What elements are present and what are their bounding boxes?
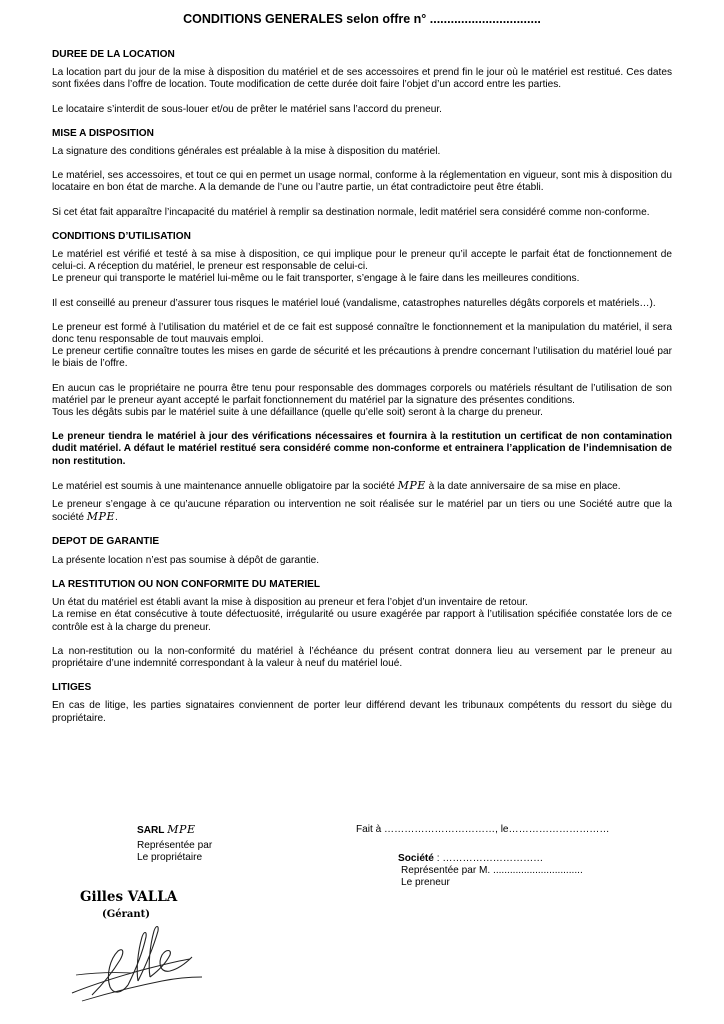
section-heading-utilisation: CONDITIONS D’UTILISATION — [52, 230, 191, 242]
paragraph: La remise en état consécutive à toute défectuosité, irrégularité ou usure exagérée par rapport à l’utilisation spécifiée constatée lors de ce contrôle est à la charge du preneur. — [52, 609, 672, 633]
owner-label: Le propriétaire — [137, 852, 203, 863]
date-place-line: Fait à ……………………………, le………………………… — [356, 824, 610, 835]
handwritten-signature-icon — [62, 915, 212, 1005]
text-span: Le matériel est soumis à une maintenance annuelle obligatoire par la société — [52, 480, 398, 492]
tenant-signature-block — [398, 853, 583, 889]
paragraph: Le locataire s’interdit de sous-louer et/ou de prêter le matériel sans l’accord du preneur. — [52, 103, 442, 115]
represented-by-m: Représentée par M. ................................ — [401, 865, 583, 876]
bold-paragraph: Le preneur tiendra le matériel à jour des vérifications nécessaires et fournira à la restitution un certificat de non contamination dudit matériel. A défaut le matériel restitué sera considéré comme non-conforme et entrainera l’application de l’indemnisation de non restitution. — [52, 431, 672, 467]
stamp-name: Gilles VALLA — [80, 889, 178, 905]
paragraph — [52, 499, 672, 524]
page-title: CONDITIONS GENERALES selon offre n° ................................ — [183, 12, 541, 26]
section-heading-restitution: LA RESTITUTION OU NON CONFORMITE DU MATERIEL — [52, 578, 321, 590]
paragraph: Il est conseillé au preneur d’assurer tous risques le matériel loué (vandalisme, catastrophes naturelles dégâts corporels et matériels…). — [52, 297, 656, 309]
paragraph: La signature des conditions générales est préalable à la mise à disposition du matériel. — [52, 146, 441, 158]
sarl-line — [137, 824, 212, 837]
section-heading-litiges: LITIGES — [52, 682, 92, 694]
section-heading-depot: DEPOT DE GARANTIE — [52, 536, 160, 548]
societe-line — [398, 853, 583, 865]
tenant-label: Le preneur — [401, 877, 450, 888]
sarl-label: SARL — [137, 825, 165, 836]
societe-label: Société — [398, 853, 434, 864]
section-heading-duree: DUREE DE LA LOCATION — [52, 49, 175, 60]
paragraph: Le preneur est formé à l’utilisation du matériel et de ce fait est supposé connaître le fonctionnement et la manipulation du matériel, il sera donc tenu responsable de tout mauvais emploi. — [52, 321, 672, 346]
paragraph: Un état du matériel est établi avant la mise à disposition au preneur et fera l’objet d’un inventaire de retour. — [52, 597, 528, 609]
text-span: . — [115, 512, 118, 524]
paragraph: En aucun cas le propriétaire ne pourra être tenu pour responsable des dommages corporels ou matériels résultant de l’utilisation de son matériel par le preneur ayant accepté le parfait fonctionnement du matériel par la signature des présentes conditions. — [52, 382, 672, 406]
section-heading-mise: MISE A DISPOSITION — [52, 127, 154, 139]
brand-mpe: MPE — [86, 510, 115, 524]
paragraph — [52, 480, 672, 493]
manager-stamp — [62, 885, 212, 1005]
brand-mpe: MPE — [397, 478, 426, 492]
paragraph: Le preneur certifie connaître toutes les mises en garde de sécurité et les précautions à prendre concernant l’utilisation du matériel loué par le biais de l’offre. — [52, 346, 672, 370]
paragraph: La présente location n’est pas soumise à dépôt de garantie. — [52, 554, 320, 566]
paragraph: Le matériel est vérifié et testé à sa mise à disposition, ce qui implique pour le preneur qu’il accepte le parfait état de fonctionnement de celui-ci. A réception du matériel, le preneur est responsable de celui-ci. — [52, 249, 672, 273]
paragraph: Si cet état fait apparaître l’incapacité du matériel à remplir sa destination normale, ledit matériel sera considéré comme non-conforme. — [52, 206, 650, 218]
text-span: Le preneur s’engage à ce qu’aucune réparation ou intervention ne soit réalisée sur le matériel par un tiers ou une Société autre que la société — [52, 499, 672, 524]
represented-by: Représentée par — [137, 840, 213, 851]
stamp-role: (Gérant) — [102, 909, 151, 920]
paragraph: En cas de litige, les parties signataires conviennent de porter leur différend devant les tribunaux compétents du ressort du siège du propriétaire. — [52, 700, 672, 724]
paragraph: La location part du jour de la mise à disposition du matériel et de ses accessoires et prend fin le jour où le matériel est restitué. Ces dates sont fixées dans l’offre de location. Toute modification de cette durée doit faire l’objet d’un accord entre les parties. — [52, 67, 672, 91]
paragraph: Le preneur qui transporte le matériel lui-même ou le fait transporter, s’engage à le faire dans les meilleures conditions. — [52, 273, 580, 285]
brand-mpe: MPE — [167, 823, 196, 836]
owner-signature-block — [137, 824, 212, 864]
text-span: à la date anniversaire de sa mise en place. — [425, 480, 621, 492]
paragraph: Tous les dégâts subis par le matériel suite à une défaillance (quelle qu’elle soit) seront à la charge du preneur. — [52, 407, 543, 419]
document-body — [52, 49, 672, 737]
paragraph: Le matériel, ses accessoires, et tout ce qui en permet un usage normal, conforme à la réglementation en vigueur, sont mis à disposition du locataire en bon état de marche. A la demande de l’une ou l’autre partie, un état contradictoire peut être établi. — [52, 170, 672, 194]
paragraph: La non-restitution ou la non-conformité du matériel à l’échéance du présent contrat donnera lieu au versement par le preneur au propriétaire d’une indemnité correspondant à la valeur à neuf du matériel loué. — [52, 645, 672, 669]
societe-value: : ………………………… — [433, 853, 544, 864]
